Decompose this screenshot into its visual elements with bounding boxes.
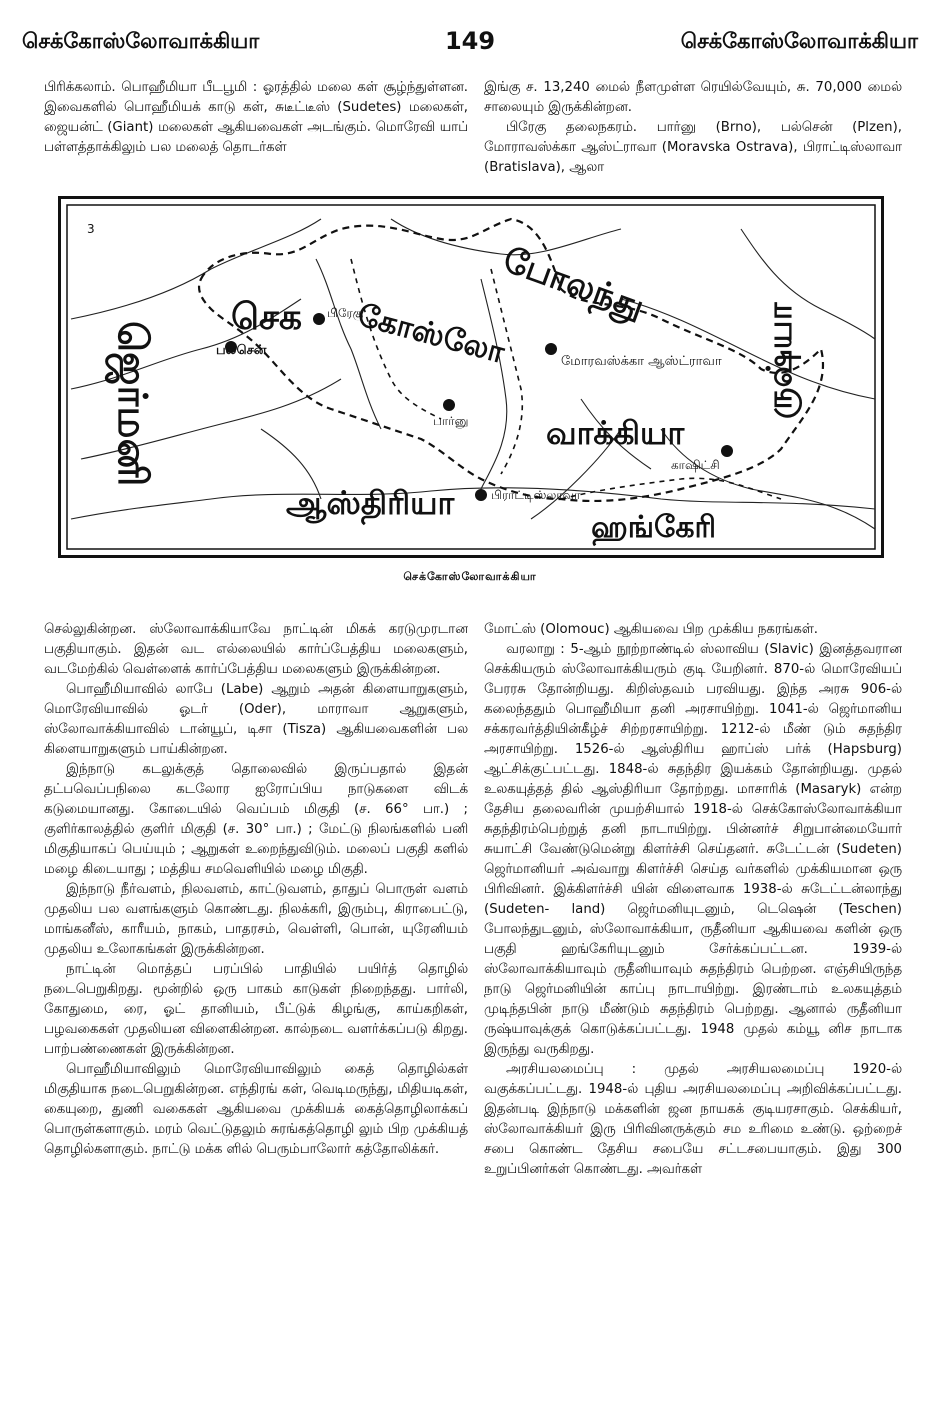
river-line <box>391 219 621 255</box>
paragraph: இங்கு ச. 13,240 மைல் நீளமுள்ள ரெயில்வேயும், சு. 70,000 மைல் சாலையும் இருக்கின்றன. <box>484 80 902 115</box>
map-drawing <box>61 199 881 555</box>
rivers <box>71 219 875 529</box>
paragraph: இந்நாடு கடலுக்குத் தொலைவில் இருப்பதால் இதன் தட்பவெப்பநிலை கடலோர ஐரோப்பிய நாடுகளை விடக் கடுமையானது. கோடையில் வெப்பம் மிகுதி (ச. 66° பா.) ; குளிர்காலத்தில் குளிர் மிகுதி (ச. 30° பா.) ; மேட்டு நிலங்களில் பனி மிகுதியாகப் பெய்யும் ; ஆறுகள் உறைந்துவிடும். மலைப் பகுதி களில் மழை கிடையாது ; மத்திய சமவெளியில் மழை மிகுதி. <box>44 762 468 877</box>
column-top-left <box>44 78 468 190</box>
paragraph: பொஹீமியாவிலும் மொரேவியாவிலும் கைத் தொழில்கள் மிகுதியாக நடைபெறுகின்றன. எந்திரங் கள், வெடிமருந்து, மிதியடிகள், கையுறை, துணி வகைகள் ஆகியவை முக்கியக் கைத்தொழிலாக்கப் பொருள்களாகும். மரம் வெட்டுதலும் சுரங்கத்தொழி லும் பிற முக்கியத் தொழில்களாகும். நாட்டு மக்க ளில் பெரும்பாலோர் கத்தோலிக்கர். <box>44 1062 468 1157</box>
city-label-bratislava: பிராட்டிஸ்லாவா <box>491 488 581 502</box>
paragraph: மோட்ஸ் (Olomouc) ஆகியவை பிற முக்கிய நகரங்கள். <box>484 622 819 637</box>
region-label-czech: செக <box>231 297 302 338</box>
column-bottom-left <box>44 620 468 1340</box>
region-label-slovakia: வாக்கியா <box>546 414 685 452</box>
city-label-ostrava: மோரவஸ்க்கா ஆஸ்ட்ராவா <box>561 354 722 369</box>
paragraph-constitution: அரசியலமைப்பு : முதல் அரசியலமைப்பு 1920-ல் வகுக்கப்பட்டது. 1948-ல் புதிய அரசியலமைப்பு அறிவிக்கப்பட்டது. இதன்படி இந்நாடு மக்களின் ஜன நாயகக் குடியரசாகும். செக்கியர், ஸ்லோவாக்கியர் இரு பிரிவினருக்கும் சம உரிமை உண்டு. ஒற்றைச் சபை கொண்ட தேசிய சபையே சட்டசபையாகும். இது 300 உறுப்பினர்கள் கொண்டது. அவர்கள் <box>484 1062 902 1177</box>
river-line <box>481 279 507 489</box>
page-header <box>22 26 918 64</box>
region-label-germany: ஜெர்மனி <box>109 321 155 487</box>
region-label-russia: ருஷ்யா <box>760 302 800 419</box>
city-dot-prague <box>313 313 325 325</box>
region-label-hungary: ஹங்கேரி <box>591 510 717 545</box>
river-line <box>71 499 211 519</box>
city-dot-ostrava <box>545 343 557 355</box>
river-line <box>316 259 381 429</box>
map-caption: செக்கோஸ்லோவாக்கியா <box>403 570 537 583</box>
paragraph: பிரிக்கலாம். பொஹீமியா பீடபூமி : ஓரத்தில் மலை கள் சூழ்ந்துள்ளன. இவைகளில் பொஹீமியக் காடு கள், சுடீட்டீஸ் (Sudetes) மலைகள், ஜையன்ட் (Giant) மலைகள் ஆகியவைகள் அடங்கும். மொரேவி யாப் பள்ளத்தாக்கிலும் பல மலைத் தொடர்கள் <box>44 80 468 155</box>
column-top-right <box>484 78 902 190</box>
region-label-poland: போலந்து <box>497 239 650 328</box>
running-title-right: செக்கோஸ்லோவாக்கியா <box>680 29 918 53</box>
city-dot-kosice <box>721 445 733 457</box>
paragraph: பிரேகு தலைநகரம். பார்னு (Brno), பல்சென் (Plzen), மோராவஸ்க்கா ஆஸ்ட்ராவா (Moravska Ostrava), பிராட்டிஸ்லாவா (Bratislava), ஆலா <box>484 120 902 175</box>
city-dot-brno <box>443 399 455 411</box>
region-label-slo: கோஸ்லோ <box>353 297 509 371</box>
paragraph: நாட்டின் மொத்தப் பரப்பில் பாதியில் பயிர்த் தொழில் நடைபெறுகிறது. மூன்றில் ஒரு பாகம் காடுகள் நிறைந்தது. பார்லி, கோதுமை, ரை, ஓட் தானியம், பீட்டுக் கிழங்கு, காய்கறிகள், பழவகைகள் முதலியன விளைகின்றன. கால்நடை வளர்க்கப்படு கிறது. பாற்பண்ணைகள் இருக்கின்றன. <box>44 962 468 1057</box>
internal-border <box>491 269 522 474</box>
page-number: 149 <box>444 27 496 55</box>
city-label-prague: பிரேகு <box>327 306 364 320</box>
river-line <box>621 299 875 399</box>
paragraph: செல்லுகின்றன. ஸ்லோவாக்கியாவே நாட்டின் மிகக் கரடுமுரடான பகுதியாகும். இதன் வட எல்லையில் கார்ப்பேத்திய மலைகளும், வடமேற்கில் வெள்ளைக் கார்ப்பேத்திய மலைகளும் இருக்கின்றன. <box>44 622 468 677</box>
paragraph-history: வரலாறு : 5-ஆம் நூற்றாண்டில் ஸ்லாவிய (Slavic) இனத்தவரான செக்கியரும் ஸ்லோவாக்கியரும் குடி யேறினர். 870-ல் மொரேவியப் பேரரசு தோன்றியது. கிறிஸ்தவம் பரவியது. இந்த அரசு 906-ல் கலைந்ததும் பொஹீமியா தனி அரசாயிற்று. 1041-ல் ஜெர்மானிய சக்கரவர்த்தியின்கீழ்ச் சிற்றரசாயிற்று. 1212-ல் மீண் டும் சுதந்திர அரசாயிற்று. 1526-ல் ஆஸ்திரிய ஹாப்ஸ் பர்க் (Hapsburg) ஆட்சிக்குட்பட்டது. 1848-ல் சுதந்திர இயக்கம் தோன்றியது. முதல் உலகயுத்தத் தில் ஆஸ்திரியா தோற்றது. மாசாரிக் (Masaryk) என்ற தேசிய தலைவரின் முயற்சியால் 1918-ல் செக்கோஸ்லோவாக்கியா சுதந்திரம்பெற்றுத் தனி நாடாயிற்று. பின்னர்ச் சிறுபான்மையோர் சுயாட்சி வேண்டுமென்று கிளர்ச்சி செய்தனர். சுடேட்டன் (Sudeten) ஜெர்மானியர் அவ்வாறு கிளர்ச்சி செய்த வர்களில் முக்கியமான ஒரு பிரிவினர். இக்கிளர்ச்சி யின் விளைவாக 1938-ல் சுடேட்டன்லாந்து (Sudeten- land) ஜெர்மனியுடனும், டெஷென் (Teschen) போலந்துடனும், ஸ்லோவாக்கியா, ருதீனியா ஆகியவை களின் ஒரு பகுதி ஹங்கேரியுடனும் சேர்க்கப்பட்டன. 1939-ல் ஸ்லோவாக்கியாவும் ருதீனியாவும் சுதந்திரம் பெற்றன. எஞ்சியிருந்த நாடு ஜெர்மனியின் காப்பு நாடாயிற்று. இரண்டாம் உலகயுத்தம் முடிந்தபின் நாடு மீண்டும் சுதந்திரம் பெற்றது. ஆனால் ருதீனியா ருஷ்யாவுக்குக் கொடுக்கப்பட்டது. 1948 முதல் கம்யூ னிச நாடாக இருந்து வருகிறது. <box>484 642 902 1057</box>
map-corner-mark: 3 <box>87 222 95 236</box>
running-title-left: செக்கோஸ்லோவாக்கியா <box>22 29 260 53</box>
paragraph: பொஹீமியாவில் லாபே (Labe) ஆறும் அதன் கிளையாறுகளும், மொரேவியாவில் ஓடர் (Oder), மாராவா ஆறுகளும், ஸ்லோவாக்கியாவில் டான்யூப், டிசா (Tisza) ஆகியவைகளின் பல கிளையாறுகளும் பாய்கின்றன. <box>44 682 468 757</box>
map-figure <box>58 196 884 558</box>
map-inner-frame <box>67 205 875 549</box>
paragraph: இந்நாடு நீர்வளம், நிலவளம், காட்டுவளம், தாதுப் பொருள் வளம் முதலிய பல வளங்களும் கொண்டது. நிலக்கரி, இரும்பு, கிராபைட்டு, மாங்கனீஸ், காரீயம், நாகம், பாதரசம், வெள்ளி, பொன், யுரேனியம் முதலிய உலோகங்கள் இருக்கின்றன. <box>44 882 468 957</box>
region-label-austria: ஆஸ்திரியா <box>286 484 455 522</box>
city-label-kosice: காஷிட்சி <box>671 458 720 472</box>
city-label-brno: பார்னு <box>433 414 469 428</box>
city-label-plzen: பல்சென் <box>216 343 267 358</box>
column-bottom-right <box>484 620 902 1340</box>
city-dot-bratislava <box>475 489 487 501</box>
